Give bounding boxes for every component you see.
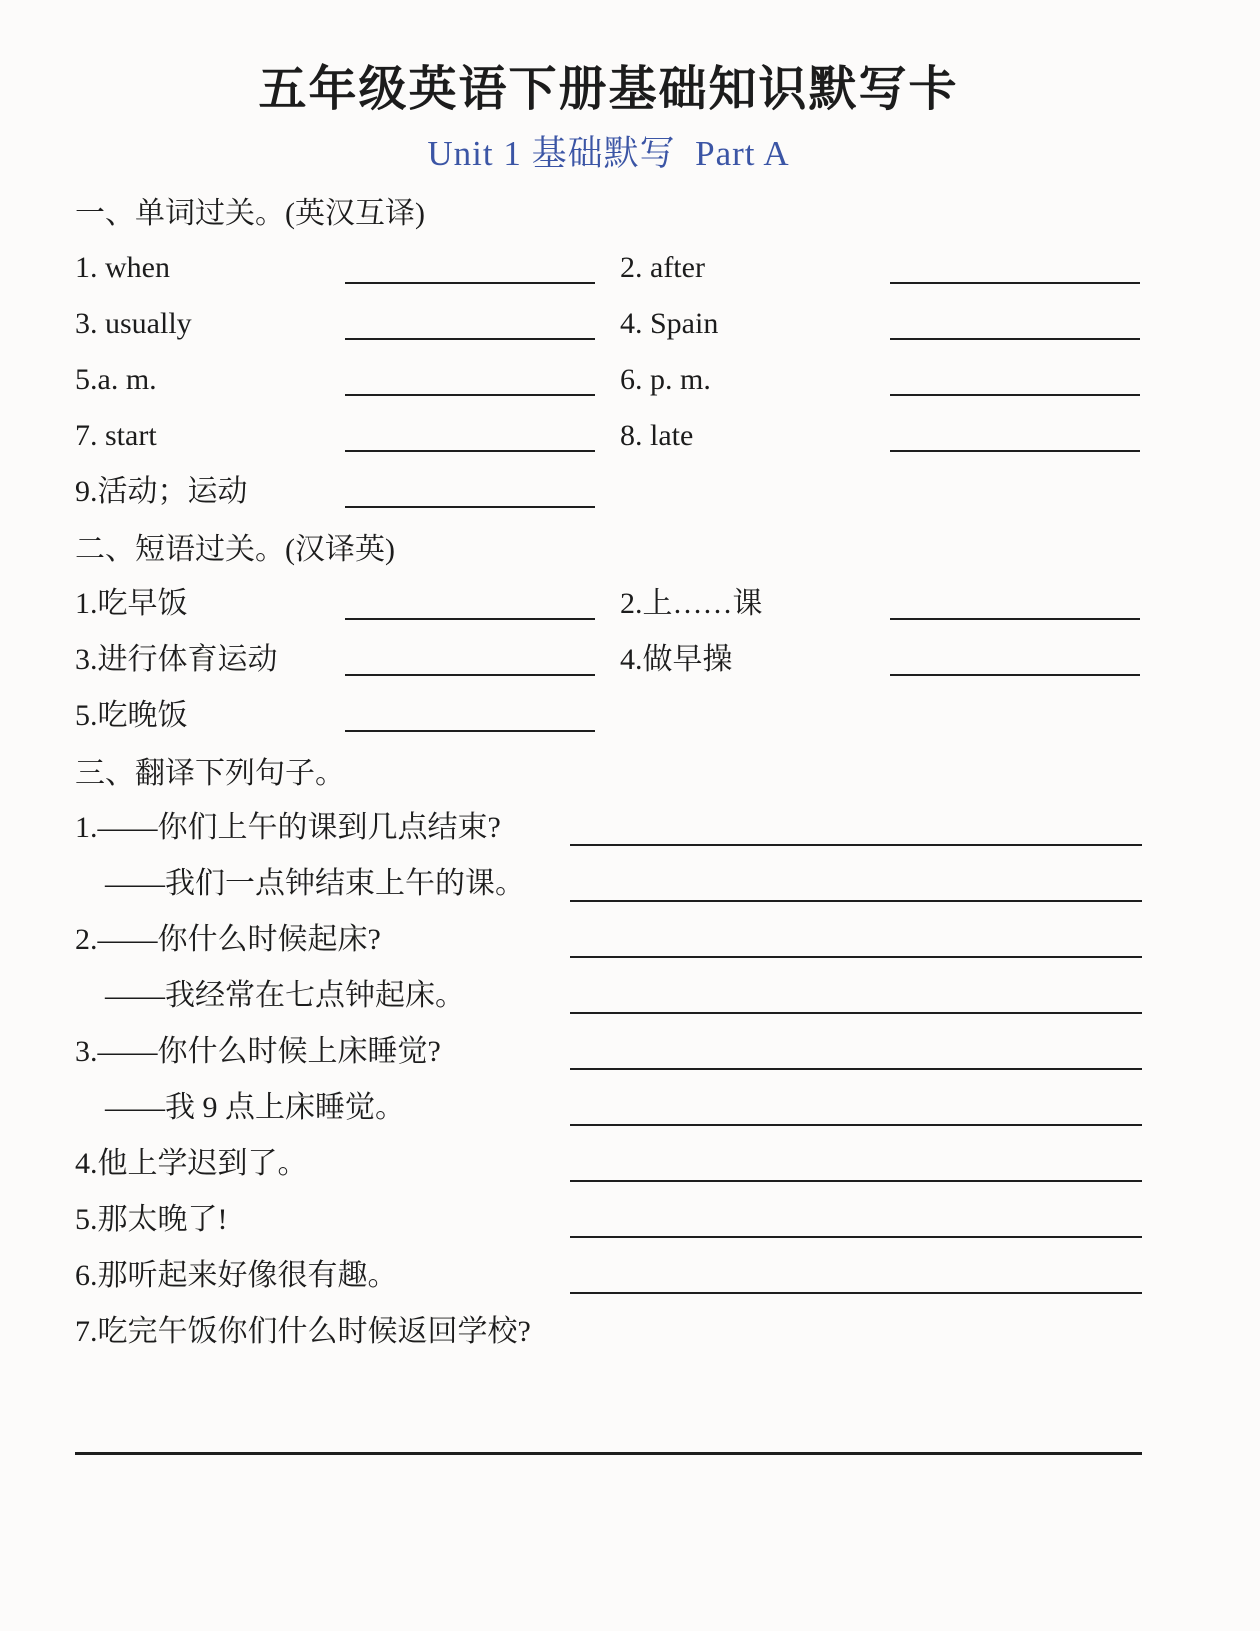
sentence-row-7 [75, 1304, 1142, 1360]
word-row-3 [75, 352, 1142, 408]
word-row-5 [75, 464, 1142, 520]
sentence-row-1-reply [75, 856, 1142, 912]
word-item-6: 6. p. m. [620, 363, 711, 396]
worksheet-body [75, 184, 1142, 1455]
answer-blank-line [345, 282, 595, 284]
sentence-row-1 [75, 800, 1142, 856]
answer-blank-line [890, 450, 1140, 452]
word-item-3: 3. usually [75, 307, 192, 340]
sentence-row-3-reply [75, 1080, 1142, 1136]
word-row-1 [75, 240, 1142, 296]
phrase-item-1: 1.吃早饭 [75, 587, 188, 620]
page-title: 五年级英语下册基础知识默写卡 [258, 63, 959, 116]
answer-blank-line [345, 618, 595, 620]
answer-blank-line [570, 1236, 1142, 1238]
sentence-item: 1.——你们上午的课到几点结束? [75, 811, 501, 844]
word-item-1: 1. when [75, 251, 170, 284]
phrase-item-2: 2.上……课 [620, 587, 763, 620]
phrase-row-1 [75, 576, 1142, 632]
sentence-item: ——我们一点钟结束上午的课。 [105, 867, 525, 900]
phrase-item-4: 4.做早操 [620, 643, 733, 676]
answer-blank-line [570, 1180, 1142, 1182]
section1-heading-row [75, 184, 1142, 240]
word-item-2: 2. after [620, 251, 705, 284]
phrase-row-3 [75, 688, 1142, 744]
word-item-5: 5.a. m. [75, 363, 157, 396]
sentence-row-3 [75, 1024, 1142, 1080]
answer-blank-line [890, 338, 1140, 340]
sentence-item: 7.吃完午饭你们什么时候返回学校? [75, 1315, 531, 1348]
answer-blank-line [345, 338, 595, 340]
section2-heading-row [75, 520, 1142, 576]
word-row-2 [75, 296, 1142, 352]
answer-blank-line [570, 956, 1142, 958]
answer-blank-line [890, 282, 1140, 284]
word-row-4 [75, 408, 1142, 464]
sentence-item: ——我 9 点上床睡觉。 [105, 1091, 405, 1124]
sentence-row-6 [75, 1248, 1142, 1304]
sentence-item: 3.——你什么时候上床睡觉? [75, 1035, 441, 1068]
sentence-row-2-reply [75, 968, 1142, 1024]
answer-blank-line [570, 900, 1142, 902]
answer-blank-line [345, 674, 595, 676]
word-item-4: 4. Spain [620, 307, 719, 340]
sentence-row-5 [75, 1192, 1142, 1248]
word-item-8: 8. late [620, 419, 694, 452]
answer-blank-line [345, 450, 595, 452]
answer-blank-line [890, 674, 1140, 676]
phrase-item-3: 3.进行体育运动 [75, 643, 278, 676]
answer-blank-line [345, 506, 595, 508]
phrase-item-5: 5.吃晚饭 [75, 699, 188, 732]
phrase-row-2 [75, 632, 1142, 688]
answer-blank-line [345, 394, 595, 396]
answer-blank-line [890, 618, 1140, 620]
section3-heading: 三、翻译下列句子。 [75, 757, 345, 790]
answer-blank-line [890, 394, 1140, 396]
sentence-item: 6.那听起来好像很有趣。 [75, 1259, 398, 1292]
answer-blank-line [570, 844, 1142, 846]
sentence-row-4 [75, 1136, 1142, 1192]
answer-blank-line [345, 730, 595, 732]
sentence-row-2 [75, 912, 1142, 968]
sentence-item: 2.——你什么时候起床? [75, 923, 381, 956]
section3-heading-row [75, 744, 1142, 800]
answer-blank-line [570, 1012, 1142, 1014]
answer-blank-line [570, 1068, 1142, 1070]
answer-blank-line [570, 1124, 1142, 1126]
answer-blank-line [570, 1292, 1142, 1294]
word-item-9: 9.活动；运动 [75, 475, 248, 508]
answer-blank-line-full [75, 1452, 1142, 1455]
section2-heading: 二、短语过关。(汉译英) [75, 533, 395, 566]
word-item-7: 7. start [75, 419, 157, 452]
page-subtitle: Unit 1 基础默写 Part A [427, 134, 790, 173]
sentence-item: ——我经常在七点钟起床。 [105, 979, 465, 1012]
sentence-item: 5.那太晚了! [75, 1203, 228, 1236]
section1-heading: 一、单词过关。(英汉互译) [75, 197, 425, 230]
sentence-item: 4.他上学迟到了。 [75, 1147, 308, 1180]
